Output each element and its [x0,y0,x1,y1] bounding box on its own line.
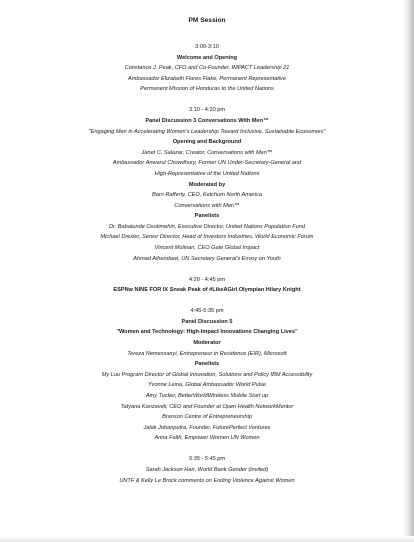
speaker-line: UNTF & Kelly Le Brock comments on Ending Violence Against Women [119,477,295,484]
panelist-line: Vincent Molinari, CEO Gate Global Impact [154,245,260,252]
session-time: 4:20 - 4:45 pm [188,276,226,283]
speaker-line: Permanent Mission of Honduras to the United Nations [140,86,274,93]
moderator-line: Barri Rafferty, CEO, Ketchum North America [151,192,263,199]
section-label-panelists: Panelists [194,213,220,220]
session-quote: "Engaging Men in Accelerating Women's Leadership Toward Inclusive, Sustainable Economies" [88,128,326,135]
page-title: PM Session [188,17,226,24]
section-label-panelists: Panelists [194,361,220,368]
session-heading: ESPNw NINE FOR IX Sneak Peak of #LikeAGirl Olympian Hilary Knight [113,287,301,294]
speaker-line: Ambassador Anwarul Chowdhury, Former UN Under-Secretary-General and [112,160,302,167]
session-time: 4:45-5:35 pm [190,308,224,315]
panelist-line: Branson Centre of Entrepreneurship [162,414,252,421]
session-time: 3:00-3:10 [195,44,219,50]
section-label-moderator: Moderator [193,340,221,347]
panelist-line: Tatyana Kanzaveli, CEO and Founder at Open Health NetworkMentor [120,403,294,410]
panelist-line: Ahmad Alhendawi, UN Secretary General's Envoy on Youth [133,255,281,262]
page-bottom-edge [0,536,414,542]
speaker-line: Janet C. Salazar, Creator, Conversations with Men™ [141,149,273,156]
section-label-opening: Opening and Background [172,139,242,146]
speaker-line: Constance J. Peak, CFO and Co-Founder, IMPACT Leadership 21 [124,65,290,72]
speaker-line: Sarah Jackson Han, World Bank Gender (invited) [145,466,269,473]
panelist-line: Dr. Babatunde Osotimehin, Executive Director, United Nations Population Fund [109,223,305,230]
session-time: 3:10 - 4:20 pm [188,107,226,114]
session-heading: Welcome and Opening [176,54,238,61]
section-label-moderated: Moderated by [188,181,226,188]
moderator-line: Conversations with Men™ [174,202,240,209]
panelist-line: Amy Tucker, BetterWorldWireless Mobile Start up [145,392,269,399]
panelist-line: Anna Falth, Empower Women UN Women [154,435,260,442]
session-time: 5:35 - 5:45 pm [188,456,226,463]
session-heading: Panel Discussion 3 Conversations With Men™ [145,117,269,124]
session-quote: "Women and Technology: High-Impact Innovations Changing Lives" [116,329,298,336]
moderator-line: Tereza Nemessanyi, Entrepreneur in Residence (EIR), Microsoft [127,350,287,357]
schedule [0,42,414,486]
speaker-line: High-Representative of the United Nations [154,170,260,177]
panelist-line: Michael Drexler, Senior Director, Head of Investors Industries, World Economic Forum [100,234,314,241]
session-heading: Panel Discussion 5 [181,318,233,325]
panelist-line: Jalak Jobanputra, Founder, FuturePerfect Ventures [143,424,271,431]
panelist-line: My Luu Program Director of Global Innovation, Solutions and Policy IBM Accessibility [101,371,313,378]
speaker-line: Ambassador Elizabeth Flores Flake, Permanent Representative [128,75,286,82]
panelist-line: Yvonne Leina, Global Ambassador World Pulse [148,382,266,389]
